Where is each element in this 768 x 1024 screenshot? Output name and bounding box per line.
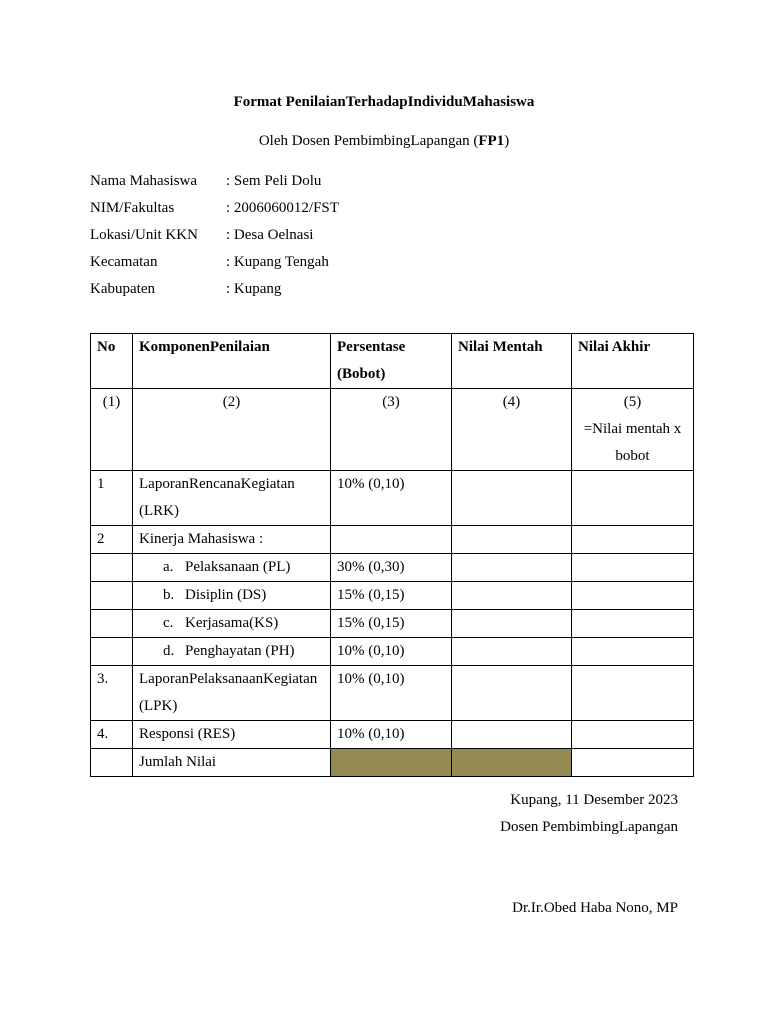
row-bobot: 30% (0,30) bbox=[331, 554, 452, 582]
info-row-district bbox=[90, 253, 339, 280]
col-number-5-note-line1: =Nilai mentah x bbox=[583, 421, 682, 437]
info-label: Kecamatan bbox=[90, 254, 158, 270]
header-persentase-line2: (Bobot) bbox=[337, 366, 386, 382]
header-komponen: KomponenPenilaian bbox=[133, 334, 331, 389]
table-row bbox=[91, 666, 694, 721]
row-bobot: 10% (0,10) bbox=[331, 721, 452, 749]
info-value: : Kupang bbox=[226, 281, 282, 297]
row-nilai-akhir-cell bbox=[572, 526, 694, 554]
footer-role: Dosen PembimbingLapangan bbox=[500, 819, 678, 835]
row-komponen-line2: (LRK) bbox=[139, 503, 179, 519]
row-komponen-line1: LaporanPelaksanaanKegiatan bbox=[139, 671, 318, 687]
total-mentah-shaded-cell bbox=[452, 749, 572, 777]
row-komponen-text: Pelaksanaan (PL) bbox=[185, 559, 291, 575]
table-header-row bbox=[91, 334, 694, 389]
table-total-row bbox=[91, 749, 694, 777]
row-no-cell bbox=[91, 582, 133, 610]
document-subtitle bbox=[0, 133, 768, 150]
header-no: No bbox=[91, 334, 133, 389]
row-komponen-line2: (LPK) bbox=[139, 698, 178, 714]
student-info bbox=[90, 172, 339, 307]
row-komponen bbox=[133, 582, 331, 610]
info-value: : Kupang Tengah bbox=[226, 254, 329, 270]
col-number-4: (4) bbox=[452, 389, 572, 471]
row-nilai-akhir-cell bbox=[572, 638, 694, 666]
total-no-cell bbox=[91, 749, 133, 777]
row-letter: b. bbox=[163, 587, 175, 603]
col-number-5-label: (5) bbox=[623, 394, 642, 410]
assessment-table bbox=[90, 333, 694, 777]
info-row-regency bbox=[90, 280, 339, 307]
form-code: FP1 bbox=[478, 133, 505, 149]
row-bobot: 15% (0,15) bbox=[331, 610, 452, 638]
row-nilai-mentah-cell bbox=[452, 582, 572, 610]
header-nilai-mentah: Nilai Mentah bbox=[452, 334, 572, 389]
col-number-3: (3) bbox=[331, 389, 452, 471]
col-number-5-note-line2: bobot bbox=[615, 448, 650, 464]
row-no: 4. bbox=[91, 721, 133, 749]
row-komponen bbox=[133, 471, 331, 526]
row-letter: c. bbox=[163, 615, 174, 631]
table-row bbox=[91, 526, 694, 554]
table-row bbox=[91, 471, 694, 526]
header-persentase-line1: Persentase bbox=[337, 339, 406, 355]
footer-signer: Dr.Ir.Obed Haba Nono, MP bbox=[512, 900, 678, 916]
row-komponen bbox=[133, 638, 331, 666]
info-row-name bbox=[90, 172, 339, 199]
table-row bbox=[91, 582, 694, 610]
row-bobot-cell bbox=[331, 526, 452, 554]
info-row-location bbox=[90, 226, 339, 253]
row-no-cell bbox=[91, 554, 133, 582]
info-value: : Sem Peli Dolu bbox=[226, 173, 322, 189]
row-no-cell bbox=[91, 610, 133, 638]
table-row bbox=[91, 610, 694, 638]
col-number-5 bbox=[572, 389, 694, 471]
subtitle-prefix: Oleh Dosen PembimbingLapangan ( bbox=[258, 133, 479, 149]
total-label: Jumlah Nilai bbox=[133, 749, 331, 777]
row-bobot: 15% (0,15) bbox=[331, 582, 452, 610]
subtitle-suffix: ) bbox=[504, 133, 510, 149]
row-komponen: Kinerja Mahasiswa : bbox=[133, 526, 331, 554]
row-komponen-text: Kerjasama(KS) bbox=[185, 615, 279, 631]
info-label: NIM/Fakultas bbox=[90, 200, 175, 216]
footer-place-date: Kupang, 11 Desember 2023 bbox=[510, 792, 678, 808]
row-bobot: 10% (0,10) bbox=[331, 666, 452, 721]
info-value: : Desa Oelnasi bbox=[226, 227, 314, 243]
row-nilai-akhir-cell bbox=[572, 582, 694, 610]
col-number-1: (1) bbox=[91, 389, 133, 471]
row-nilai-akhir-cell bbox=[572, 554, 694, 582]
row-nilai-mentah-cell bbox=[452, 526, 572, 554]
document-title: Format PenilaianTerhadapIndividuMahasiswa bbox=[233, 94, 535, 110]
row-letter: a. bbox=[163, 559, 174, 575]
row-no: 2 bbox=[91, 526, 133, 554]
row-komponen bbox=[133, 610, 331, 638]
table-row bbox=[91, 554, 694, 582]
row-nilai-akhir-cell bbox=[572, 610, 694, 638]
row-no: 3. bbox=[91, 666, 133, 721]
row-komponen-text: Penghayatan (PH) bbox=[185, 643, 295, 659]
header-nilai-akhir: Nilai Akhir bbox=[572, 334, 694, 389]
row-nilai-akhir-cell bbox=[572, 471, 694, 526]
row-komponen-line1: LaporanRencanaKegiatan bbox=[139, 476, 295, 492]
row-nilai-akhir-cell bbox=[572, 721, 694, 749]
table-numbering-row bbox=[91, 389, 694, 471]
row-bobot: 10% (0,10) bbox=[331, 638, 452, 666]
row-komponen-text: Disiplin (DS) bbox=[185, 587, 267, 603]
total-nilai-akhir-cell bbox=[572, 749, 694, 777]
row-letter: d. bbox=[163, 643, 175, 659]
row-nilai-mentah-cell bbox=[452, 610, 572, 638]
info-row-nim bbox=[90, 199, 339, 226]
table-row bbox=[91, 638, 694, 666]
row-nilai-mentah-cell bbox=[452, 471, 572, 526]
row-komponen: Responsi (RES) bbox=[133, 721, 331, 749]
row-bobot: 10% (0,10) bbox=[331, 471, 452, 526]
row-no-cell bbox=[91, 638, 133, 666]
header-persentase bbox=[331, 334, 452, 389]
row-no: 1 bbox=[91, 471, 133, 526]
row-komponen bbox=[133, 554, 331, 582]
info-label: Nama Mahasiswa bbox=[90, 173, 198, 189]
row-nilai-mentah-cell bbox=[452, 638, 572, 666]
info-label: Lokasi/Unit KKN bbox=[90, 227, 198, 243]
row-nilai-mentah-cell bbox=[452, 554, 572, 582]
row-nilai-akhir-cell bbox=[572, 666, 694, 721]
info-value: : 2006060012/FST bbox=[226, 200, 339, 216]
col-number-2: (2) bbox=[133, 389, 331, 471]
total-bobot-shaded-cell bbox=[331, 749, 452, 777]
table-row bbox=[91, 721, 694, 749]
row-komponen bbox=[133, 666, 331, 721]
row-nilai-mentah-cell bbox=[452, 721, 572, 749]
info-label: Kabupaten bbox=[90, 281, 155, 297]
row-nilai-mentah-cell bbox=[452, 666, 572, 721]
